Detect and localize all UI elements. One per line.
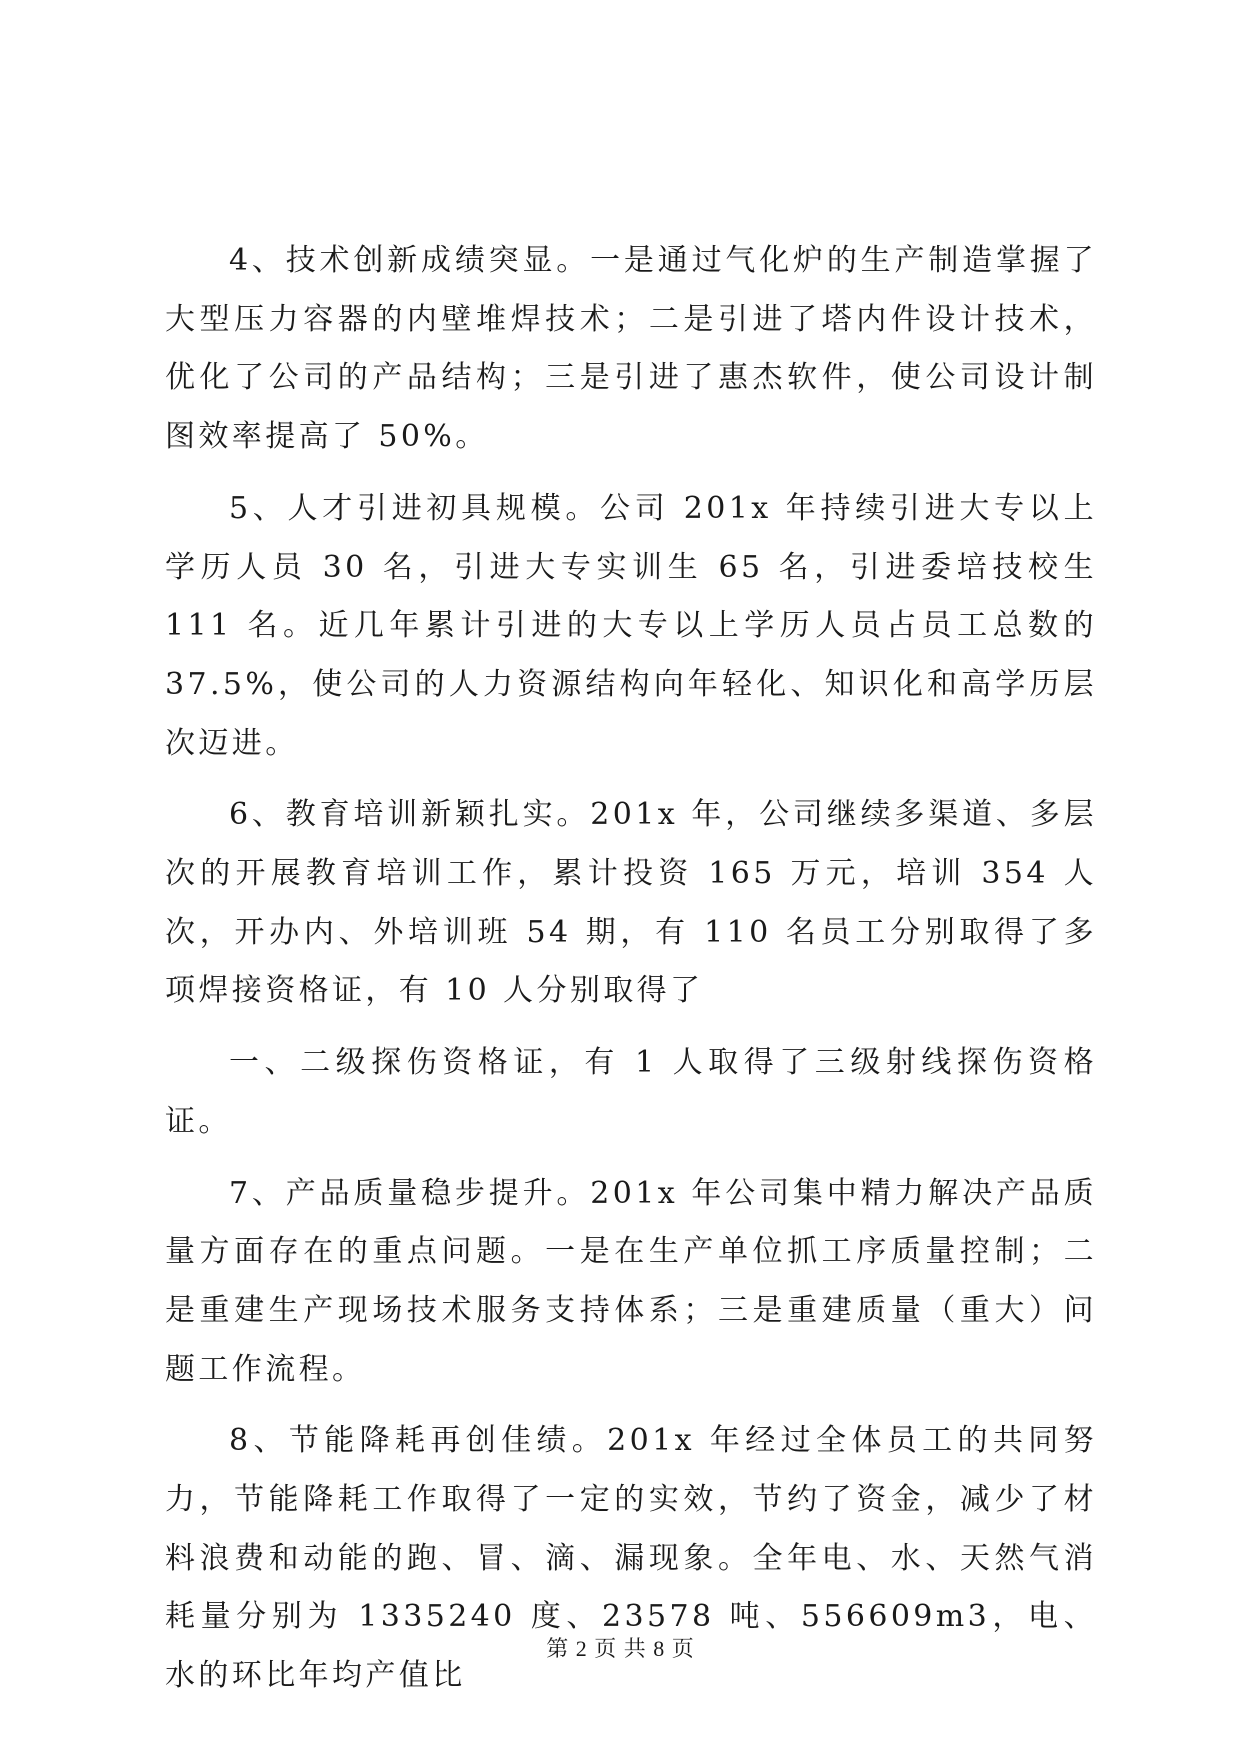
page-number-footer: 第 2 页 共 8 页 — [546, 1636, 695, 1661]
paragraph-technology-innovation: 4、技术创新成绩突显。一是通过气化炉的生产制造掌握了大型压力容器的内壁堆焊技术；二是引进了塔内件设计技术，优化了公司的产品结构；三是引进了惠杰软件，使公司设计制图效率提高了 50%。 — [165, 243, 1097, 455]
paragraph-energy-saving: 8、节能降耗再创佳绩。201x 年经过全体员工的共同努力，节能降耗工作取得了一定的实效，节约了资金，减少了材料浪费和动能的跑、冒、滴、漏现象。全年电、水、天然气消耗量分别为 1335240 度、23578 吨、556609m3，电、水的环比年均产值比 — [165, 1423, 1097, 1694]
paragraph-inspection-certificates: 一、二级探伤资格证，有 1 人取得了三级射线探伤资格证。 — [165, 1045, 1097, 1139]
paragraph-product-quality: 7、产品质量稳步提升。201x 年公司集中精力解决产品质量方面存在的重点问题。一是在生产单位抓工序质量控制；二是重建生产现场技术服务支持体系；三是重建质量（重大）问题工作流程。 — [165, 1175, 1097, 1387]
paragraph-education-training: 6、教育培训新颖扎实。201x 年，公司继续多渠道、多层次的开展教育培训工作，累计投资 165 万元，培训 354 人次，开办内、外培训班 54 期，有 110 名员工分别取得了多项焊接资格证，有 10 人分别取得了 — [165, 797, 1097, 1009]
document-body — [165, 232, 1097, 1706]
paragraph-talent-introduction: 5、人才引进初具规模。公司 201x 年持续引进大专以上学历人员 30 名，引进大专实训生 65 名，引进委培技校生 111 名。近几年累计引进的大专以上学历人员占员工总数的 37.5%，使公司的人力资源结构向年轻化、知识化和高学历层次迈进。 — [165, 490, 1097, 761]
